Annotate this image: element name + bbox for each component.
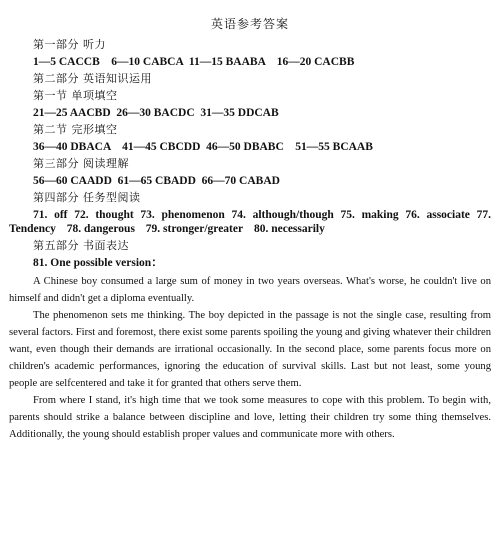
- part2-section2-answers: 36—40 DBACA 41—45 CBCDD 46—50 DBABC 51—55 BCAAB: [33, 141, 373, 153]
- part2-section2-heading: 第二节 完形填空: [33, 123, 118, 136]
- part4-heading: 第四部分 任务型阅读: [33, 191, 141, 204]
- part4-answers-line1: [9, 208, 491, 222]
- part3-heading: 第三部分 阅读理解: [33, 157, 129, 170]
- part3-answers: 56—60 CAADD 61—65 CBADD 66—70 CABAD: [33, 175, 280, 187]
- page-title: 英语参考答案: [210, 17, 289, 31]
- part4-item-80: 80. necessarily: [253, 223, 325, 235]
- part4-item-79: 79. stronger/greater: [145, 223, 244, 235]
- part1-answers: 1—5 CACCB 6—10 CABCA 11—15 BAABA 16—20 CACBB: [33, 56, 355, 68]
- part4-answers-line2: [9, 222, 491, 239]
- part4-item-77-answer: Tendency: [9, 223, 56, 235]
- part2-section1-answers: 21—25 AACBD 26—30 BACDC 31—35 DDCAB: [33, 107, 279, 119]
- part4-item-78: 78. dangerous: [66, 223, 135, 235]
- part1-heading: 第一部分 听力: [33, 38, 106, 51]
- part2-heading: 第二部分 英语知识运用: [33, 72, 152, 85]
- part2-section1-heading: 第一节 单项填空: [33, 89, 118, 102]
- part5-subheading: 81. One possible version：: [33, 257, 163, 269]
- part4-item-74: 74. although/though: [231, 209, 334, 221]
- part4-item-75: 75. making: [340, 209, 399, 221]
- essay-paragraph-1: A Chinese boy consumed a large sum of money in two years overseas. What's worse, he couldn't live on himself and didn't get a diploma eventually.: [9, 276, 491, 304]
- part4-item-76: 76. associate: [405, 209, 470, 221]
- part5-heading: 第五部分 书面表达: [33, 239, 129, 252]
- part4-item-71: 71. off: [33, 209, 68, 221]
- essay-paragraph-2: The phenomenon sets me thinking. The boy depicted in the passage is not the single case, resulting from several factors. First and foremost, there exist some parents spoiling the young and giving whatever their children want, even though their demands are irrational occasionally. In the second place, some parents focus more on children's academic performances, ignoring the education of survival skills. Last but not least, some young people are selfcentered and take it for granted that others serve them.: [9, 310, 491, 389]
- part4-item-77-number: 77.: [476, 209, 491, 221]
- part4-item-72: 72. thought: [74, 209, 134, 221]
- essay-paragraph-3: From where I stand, it's high time that we took some measures to cope with this problem. To begin with, parents should strike a balance between discipline and love, letting their children try some thing themselves. Additionally, the young should establish proper values and communicate more with others.: [9, 395, 491, 440]
- part4-item-73: 73. phenomenon: [140, 209, 225, 221]
